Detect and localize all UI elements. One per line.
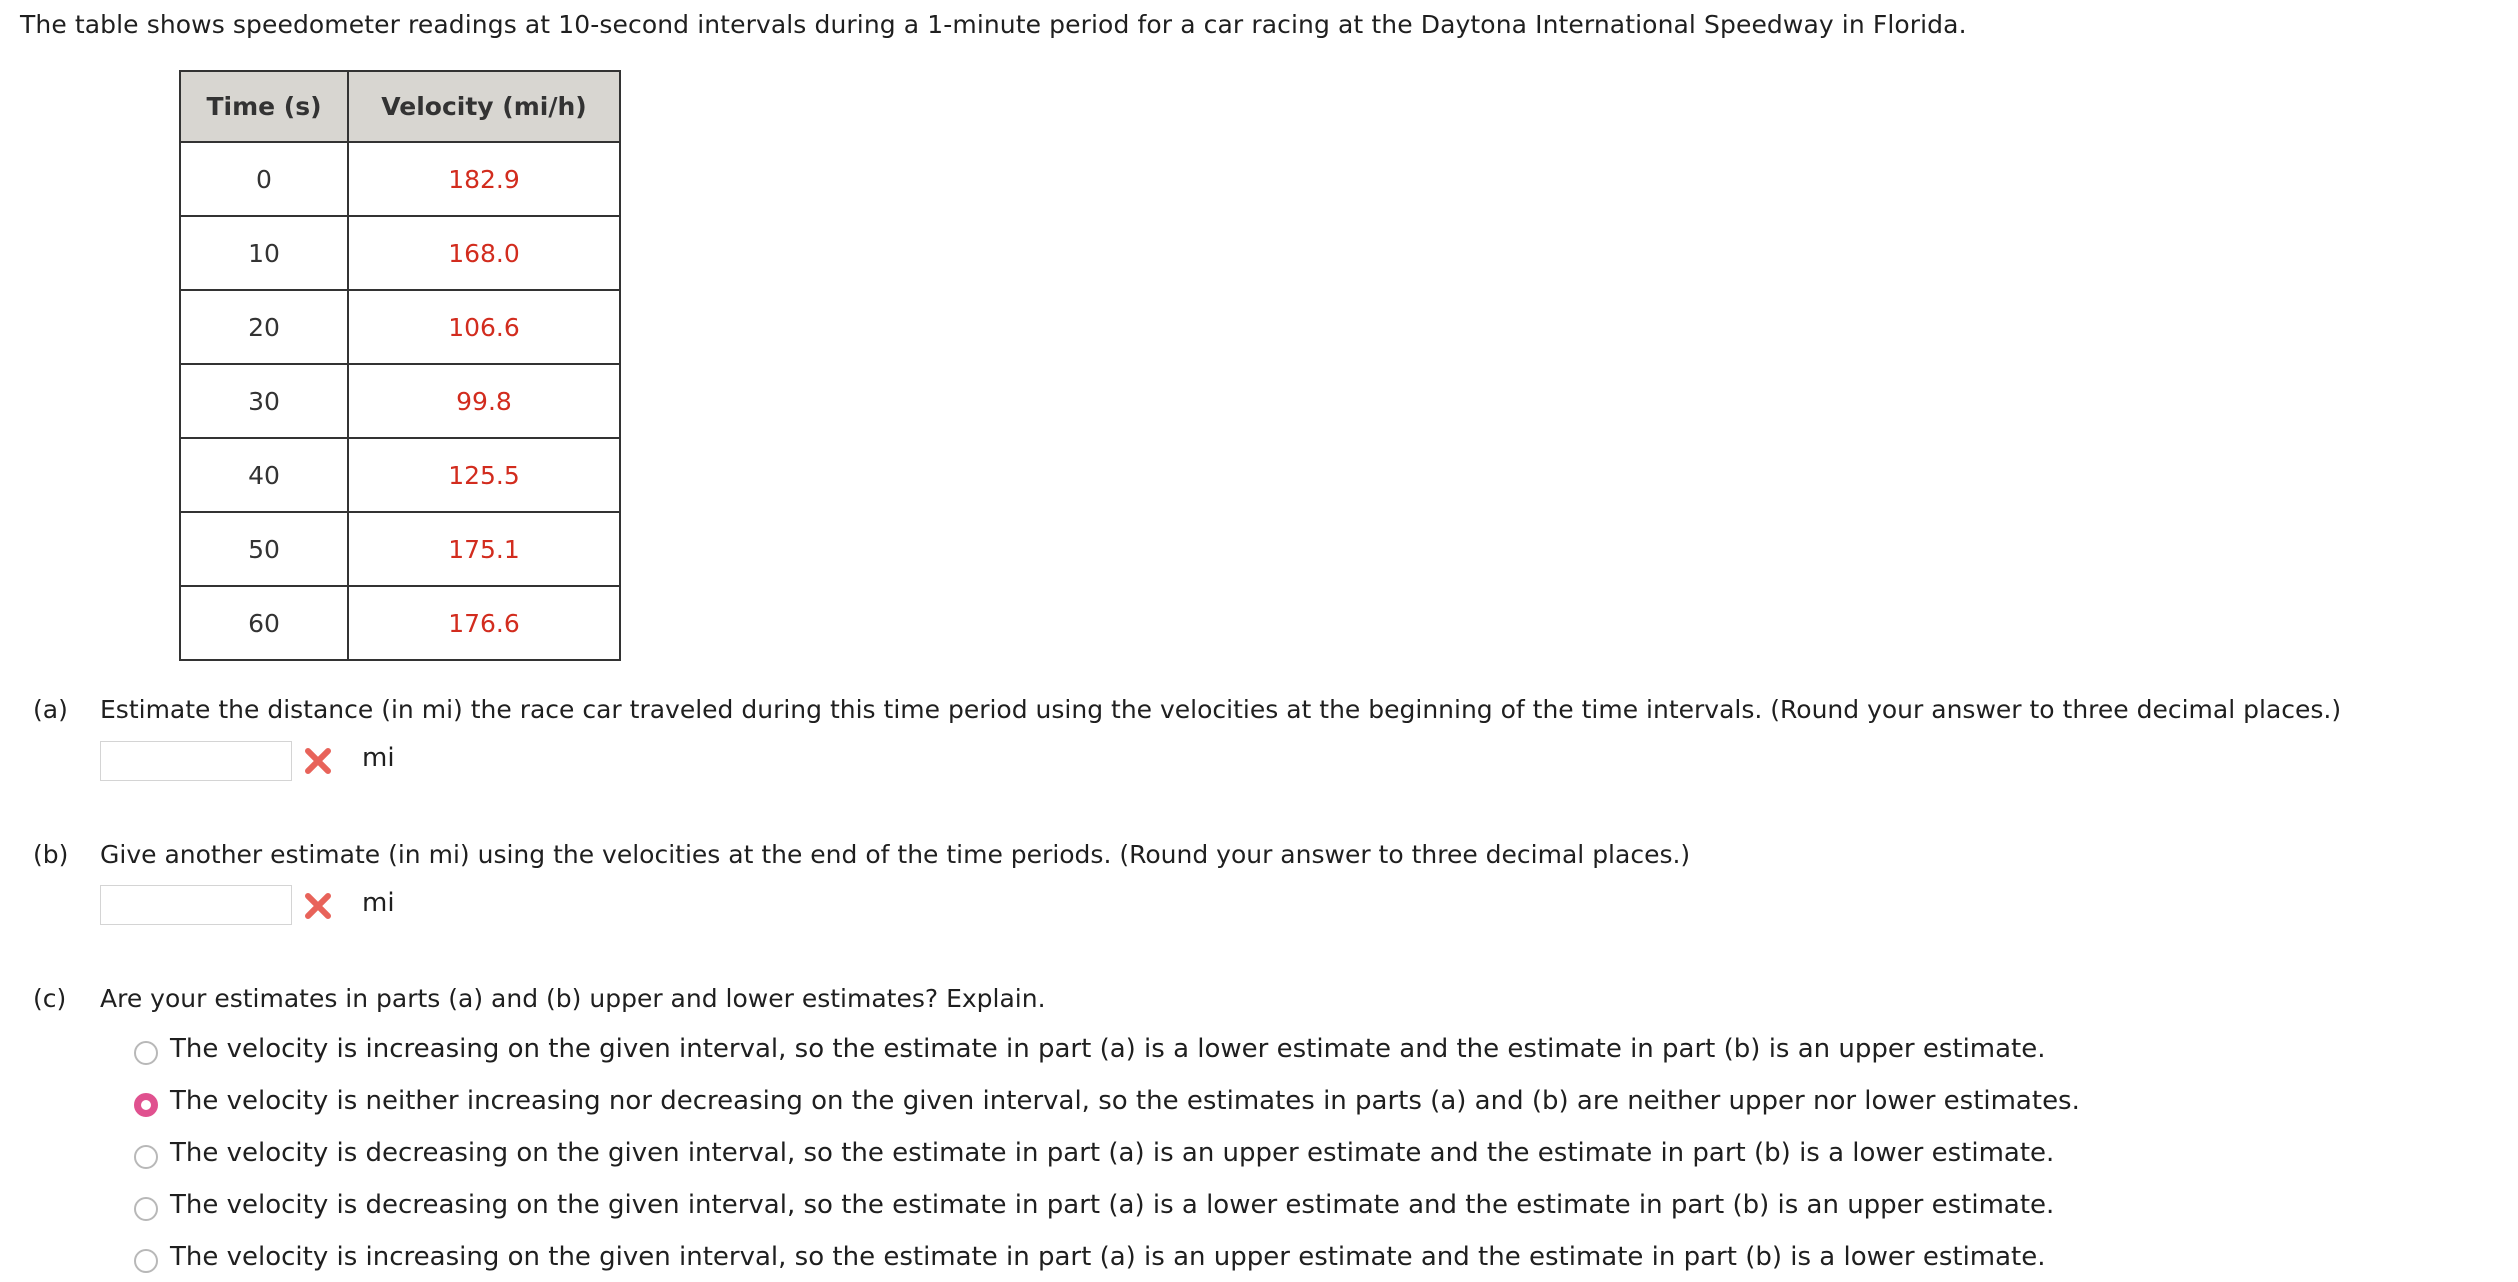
part-a-unit: mi (362, 743, 395, 773)
choice-radio-2[interactable] (134, 1093, 158, 1117)
table-row (180, 364, 620, 438)
time-cell: 0 (180, 142, 348, 216)
choice-radio-5[interactable] (134, 1249, 158, 1273)
velocity-cell: 106.6 (348, 290, 620, 364)
part-b-label: (b) (33, 840, 69, 869)
choice-radio-3[interactable] (134, 1145, 158, 1169)
choice-radio-4[interactable] (134, 1197, 158, 1221)
velocity-cell: 168.0 (348, 216, 620, 290)
time-cell: 60 (180, 586, 348, 660)
choice-text-1: The velocity is increasing on the given interval, so the estimate in part (a) is a lower estimate and the estimate in part (b) is an upper estimate. (170, 1034, 2046, 1064)
part-b-unit: mi (362, 888, 395, 918)
table-row (180, 142, 620, 216)
part-a-label: (a) (33, 695, 68, 724)
time-cell: 20 (180, 290, 348, 364)
choice-text-5: The velocity is increasing on the given interval, so the estimate in part (a) is an upper estimate and the estimate in part (b) is a lower estimate. (170, 1242, 2046, 1272)
incorrect-x-icon (301, 889, 335, 923)
incorrect-x-icon (301, 744, 335, 778)
table-row (180, 512, 620, 586)
choice-radio-1[interactable] (134, 1041, 158, 1065)
velocity-cell: 182.9 (348, 142, 620, 216)
table-row (180, 216, 620, 290)
choice-text-3: The velocity is decreasing on the given interval, so the estimate in part (a) is an upper estimate and the estimate in part (b) is a lower estimate. (170, 1138, 2055, 1168)
part-c-label: (c) (33, 984, 67, 1013)
part-b-answer-input[interactable] (100, 885, 292, 925)
part-a-question: Estimate the distance (in mi) the race car traveled during this time period using the velocities at the beginning of the time intervals. (Round your answer to three decimal places.) (100, 695, 2342, 724)
part-c-question: Are your estimates in parts (a) and (b) upper and lower estimates? Explain. (100, 984, 1046, 1013)
intro-text: The table shows speedometer readings at 10-second intervals during a 1-minute period for a car racing at the Daytona International Speedway in Florida. (20, 10, 1967, 39)
time-cell: 30 (180, 364, 348, 438)
part-a-answer-input[interactable] (100, 741, 292, 781)
choice-text-2: The velocity is neither increasing nor decreasing on the given interval, so the estimates in parts (a) and (b) are neither upper nor lower estimates. (170, 1086, 2080, 1116)
table-row (180, 586, 620, 660)
velocity-cell: 176.6 (348, 586, 620, 660)
velocity-cell: 175.1 (348, 512, 620, 586)
table-row (180, 438, 620, 512)
choice-text-4: The velocity is decreasing on the given interval, so the estimate in part (a) is a lower estimate and the estimate in part (b) is an upper estimate. (170, 1190, 2055, 1220)
time-cell: 50 (180, 512, 348, 586)
velocity-cell: 125.5 (348, 438, 620, 512)
time-header: Time (s) (180, 71, 348, 142)
time-cell: 40 (180, 438, 348, 512)
velocity-cell: 99.8 (348, 364, 620, 438)
time-cell: 10 (180, 216, 348, 290)
velocity-header: Velocity (mi/h) (348, 71, 620, 142)
table-row (180, 290, 620, 364)
speed-table (179, 70, 621, 661)
part-b-question: Give another estimate (in mi) using the velocities at the end of the time periods. (Round your answer to three decimal places.) (100, 840, 1691, 869)
